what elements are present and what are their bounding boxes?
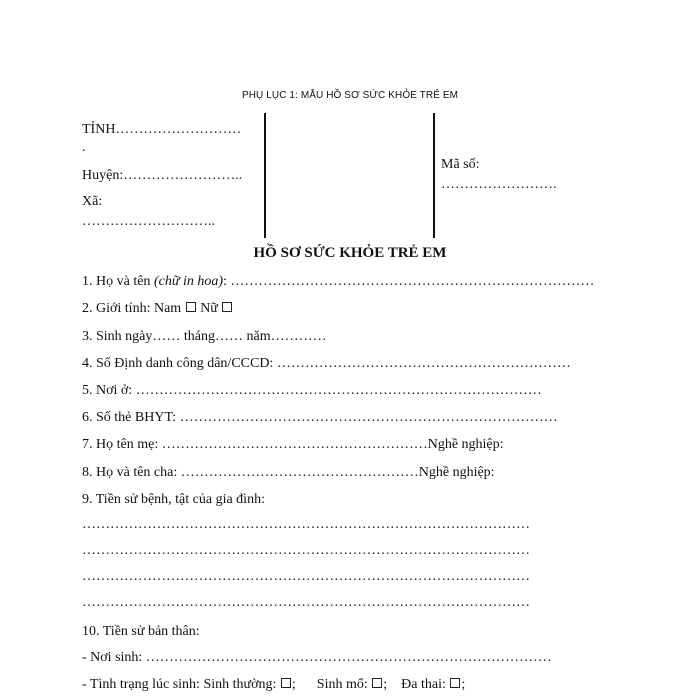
multiple-pregnancy-label: Đa thai:	[401, 677, 446, 692]
health-insurance-field[interactable]: 6. Số thẻ BHYT: ………………………………………………………………………	[82, 410, 558, 425]
birthplace-field[interactable]: - Nơi sinh: ……………………………………………………………………………	[82, 650, 552, 665]
header-divider-left	[264, 113, 266, 238]
mother-name-field[interactable]: 7. Họ tên mẹ: …………………………………………………Nghề nghiệp:	[82, 437, 504, 452]
province-field-continuation: .	[82, 140, 86, 155]
residence-field[interactable]: 5. Nơi ở: ……………………………………………………………………………	[82, 383, 542, 398]
commune-label: Xã:	[82, 194, 103, 209]
separator: ;	[291, 677, 296, 692]
gender-field	[82, 301, 233, 317]
female-checkbox[interactable]	[222, 302, 232, 312]
family-history-line-4[interactable]: ……………………………………………………………………………………	[82, 595, 530, 610]
family-history-line-2[interactable]: ……………………………………………………………………………………	[82, 543, 530, 558]
family-history-label: 9. Tiền sử bệnh, tật của gia đình:	[82, 492, 265, 507]
cesarean-label: Sinh mổ:	[316, 677, 368, 692]
full-name-hint: (chữ in hoa)	[153, 274, 224, 289]
birth-status-field	[82, 677, 465, 693]
female-label: Nữ	[200, 301, 218, 316]
code-field[interactable]: …………………….	[441, 177, 557, 192]
personal-history-label: 10. Tiền sử bản thân:	[82, 624, 200, 639]
gender-label: 2. Giới tính: Nam	[82, 301, 182, 316]
full-name-field[interactable]	[82, 274, 594, 290]
full-name-dots: : ……………………………………………………………………	[223, 274, 595, 289]
normal-birth-checkbox[interactable]	[281, 678, 291, 688]
male-checkbox[interactable]	[186, 302, 196, 312]
separator: ;	[383, 677, 388, 692]
family-history-line-1[interactable]: ……………………………………………………………………………………	[82, 517, 530, 532]
father-name-field[interactable]: 8. Họ và tên cha: ……………………………………………Nghề nghiệp:	[82, 465, 495, 480]
cesarean-checkbox[interactable]	[372, 678, 382, 688]
province-field[interactable]: TỈNH………………………	[82, 122, 242, 137]
code-label: Mã số:	[441, 157, 480, 172]
commune-field[interactable]: ………………………..	[82, 214, 215, 229]
family-history-line-3[interactable]: ……………………………………………………………………………………	[82, 569, 530, 584]
multiple-pregnancy-checkbox[interactable]	[450, 678, 460, 688]
appendix-title: PHỤ LỤC 1: MẪU HỒ SƠ SỨC KHỎE TRẺ EM	[241, 90, 459, 101]
birth-status-label: - Tình trạng lúc sinh: Sinh thường:	[82, 677, 277, 692]
district-field[interactable]: Huyện:……………………..	[82, 168, 243, 183]
citizen-id-field[interactable]: 4. Số Định danh công dân/CCCD: ………………………………………………………	[82, 356, 571, 371]
form-title: HỒ SƠ SỨC KHỎE TRẺ EM	[253, 245, 447, 261]
separator: ;	[461, 677, 466, 692]
header-divider-right	[433, 113, 435, 238]
full-name-label: 1. Họ và tên	[82, 274, 151, 289]
birth-date-field[interactable]: 3. Sinh ngày…… tháng…… năm…………	[82, 329, 327, 344]
